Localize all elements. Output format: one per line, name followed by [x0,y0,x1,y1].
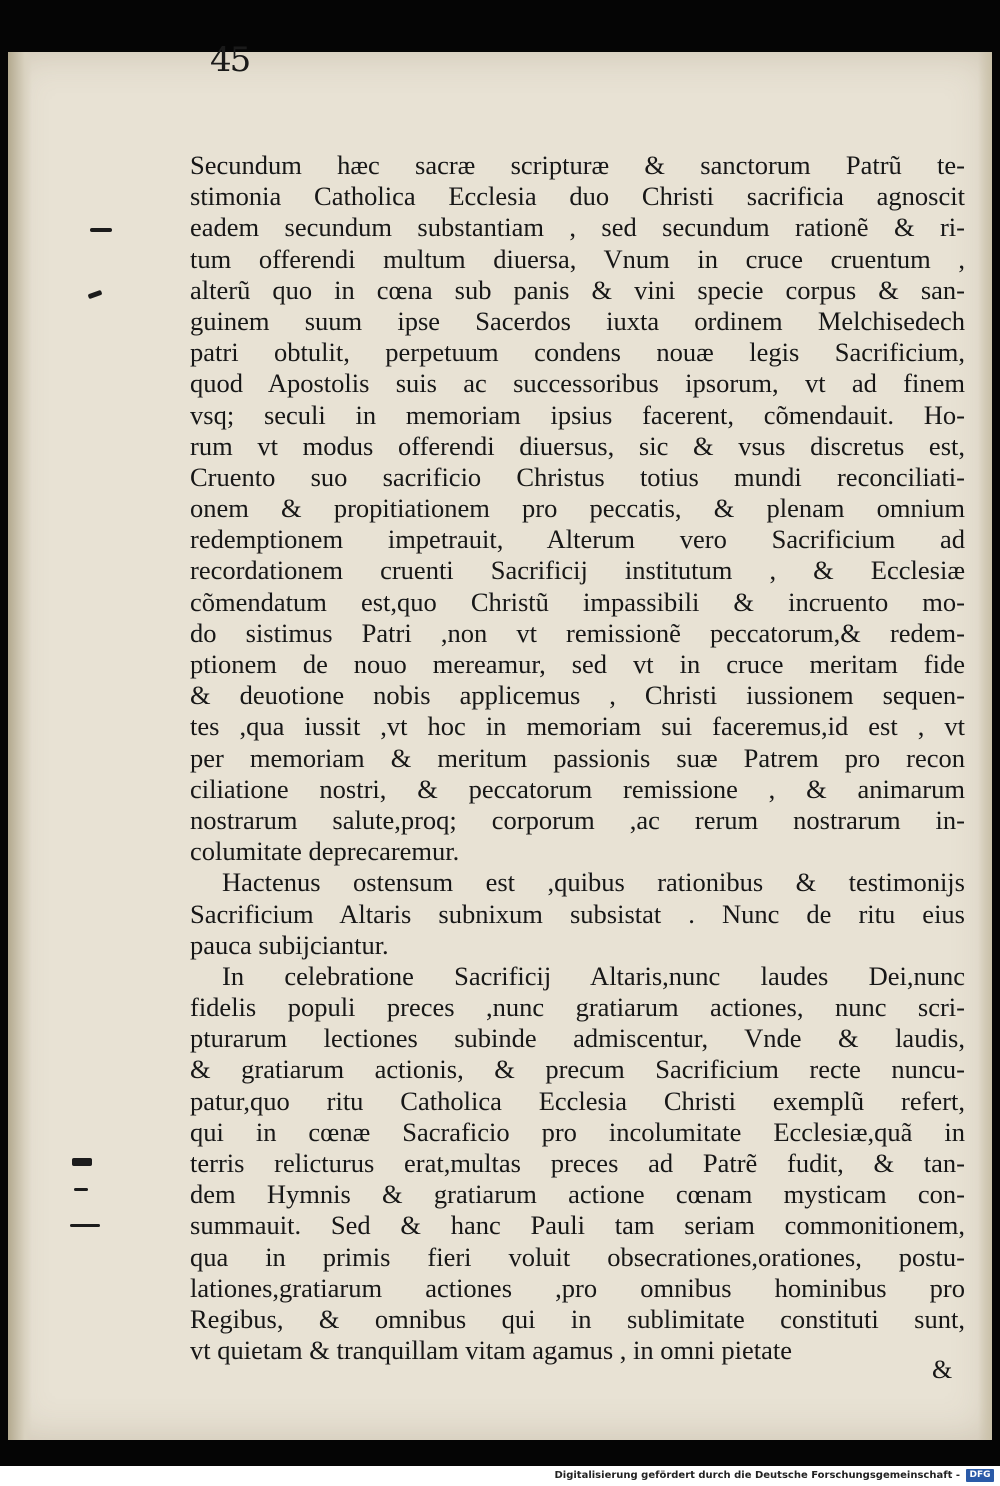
text-line: eadem secundum substantiam , sed secundum rationẽ & ri- [190,212,965,243]
text-line: & deuotione nobis applicemus , Christi iussionem sequen- [190,680,965,711]
text-line: ptionem de nouo mereamur, sed vt in cruce meritam fide [190,649,965,679]
text-line: Sacrificium Altaris subnixum subsistat . Nunc de ritu eius [190,898,965,929]
text-line: vsq; seculi in memoriam ipsius facerent, cõmendauit. Ho- [190,399,965,430]
text-line: tum offerendi multum diuersa, Vnum in cruce cruentum , [190,243,965,274]
text-line: dem Hymnis & gratiarum actione cœnam mysticam con- [190,1179,965,1210]
text-line: alterũ quo in cœna sub panis & vini specie corpus & san- [190,274,965,305]
margin-mark [72,1158,92,1166]
text-line: summauit. Sed & hanc Pauli tam seriam commonitionem, [190,1210,965,1241]
catchword: & [932,1355,953,1384]
footer-bar [0,1466,1000,1486]
margin-mark [90,228,112,232]
text-line: per memoriam & meritum passionis suæ Patrem pro recon [190,742,965,773]
text-line: patri obtulit, perpetuum condens nouæ legis Sacrificium, [190,337,965,368]
text-line: fidelis populi preces ,nunc gratiarum actiones, nunc scri- [190,992,965,1023]
text-line: stimonia Catholica Ecclesia duo Christi sacrificia agnoscit [190,181,965,212]
text-line: vt quietam & tranquillam vitam agamus , in omni pietate [190,1335,793,1366]
body-text [190,150,965,1366]
text-line: & gratiarum actionis, & precum Sacrificium recte nuncu- [190,1054,965,1085]
margin-mark [74,1188,88,1191]
page-number: 45 [210,40,250,80]
text-line: Secundum hæc sacræ scripturæ & sanctorum Patrũ te- [190,150,965,180]
text-line: pturarum lectiones subinde admiscentur, Vnde & laudis, [190,1023,965,1054]
text-line: columitate deprecaremur. [190,836,460,867]
text-line: redemptionem impetrauit, Alterum vero Sacrificium ad [190,524,965,555]
text-line: Hactenus ostensum est ,quibus rationibus & testimonijs [222,867,965,898]
page-gutter-shadow [8,52,32,1440]
text-line: quod Apostolis suis ac successoribus ipsorum, vt ad finem [190,368,965,399]
text-line: Cruento suo sacrificio Christus totius mundi reconciliati- [190,461,965,492]
text-line: qua in primis fieri voluit obsecrationes,orationes, postu- [190,1241,965,1272]
text-line: rum vt modus offerendi diuersus, sic & vsus discretus est, [190,430,965,461]
text-line: cõmendatum est,quo Christũ impassibili & incruento mo- [190,586,965,617]
page-edge-shadow [978,52,992,1440]
text-line: nostrarum salute,proq; corporum ,ac rerum nostrarum in- [190,804,965,835]
text-line: tes ,qua iussit ,vt hoc in memoriam sui faceremus,id est , vt [190,711,965,742]
text-line: ciliatione nostri, & peccatorum remissione , & animarum [190,773,965,804]
text-line: lationes,gratiarum actiones ,pro omnibus hominibus pro [190,1272,965,1303]
text-line: pauca subijciantur. [190,929,389,960]
dfg-logo: DFG [966,1469,994,1482]
text-line: In celebratione Sacrificij Altaris,nunc laudes Dei,nunc [222,960,965,991]
text-line: qui in cœnæ Sacraficio pro incolumitate Ecclesiæ,quã in [190,1116,965,1147]
text-line: patur,quo ritu Catholica Ecclesia Christi exemplũ refert, [190,1085,965,1116]
text-line: terris relicturus erat,multas preces ad Patrẽ fudit, & tan- [190,1148,965,1178]
text-line: Regibus, & omnibus qui in sublimitate constituti sunt, [190,1303,965,1334]
margin-mark [70,1224,100,1227]
funding-credit: Digitalisierung gefördert durch die Deutsche Forschungsgemeinschaft - [554,1470,960,1481]
text-line: onem & propitiationem pro peccatis, & plenam omnium [190,493,965,524]
text-line: recordationem cruenti Sacrificij institutum , & Ecclesiæ [190,555,965,586]
text-line: guinem suum ipse Sacerdos iuxta ordinem Melchisedech [190,305,965,336]
text-line: do sistimus Patri ,non vt remissionẽ peccatorum,& redem- [190,617,965,648]
